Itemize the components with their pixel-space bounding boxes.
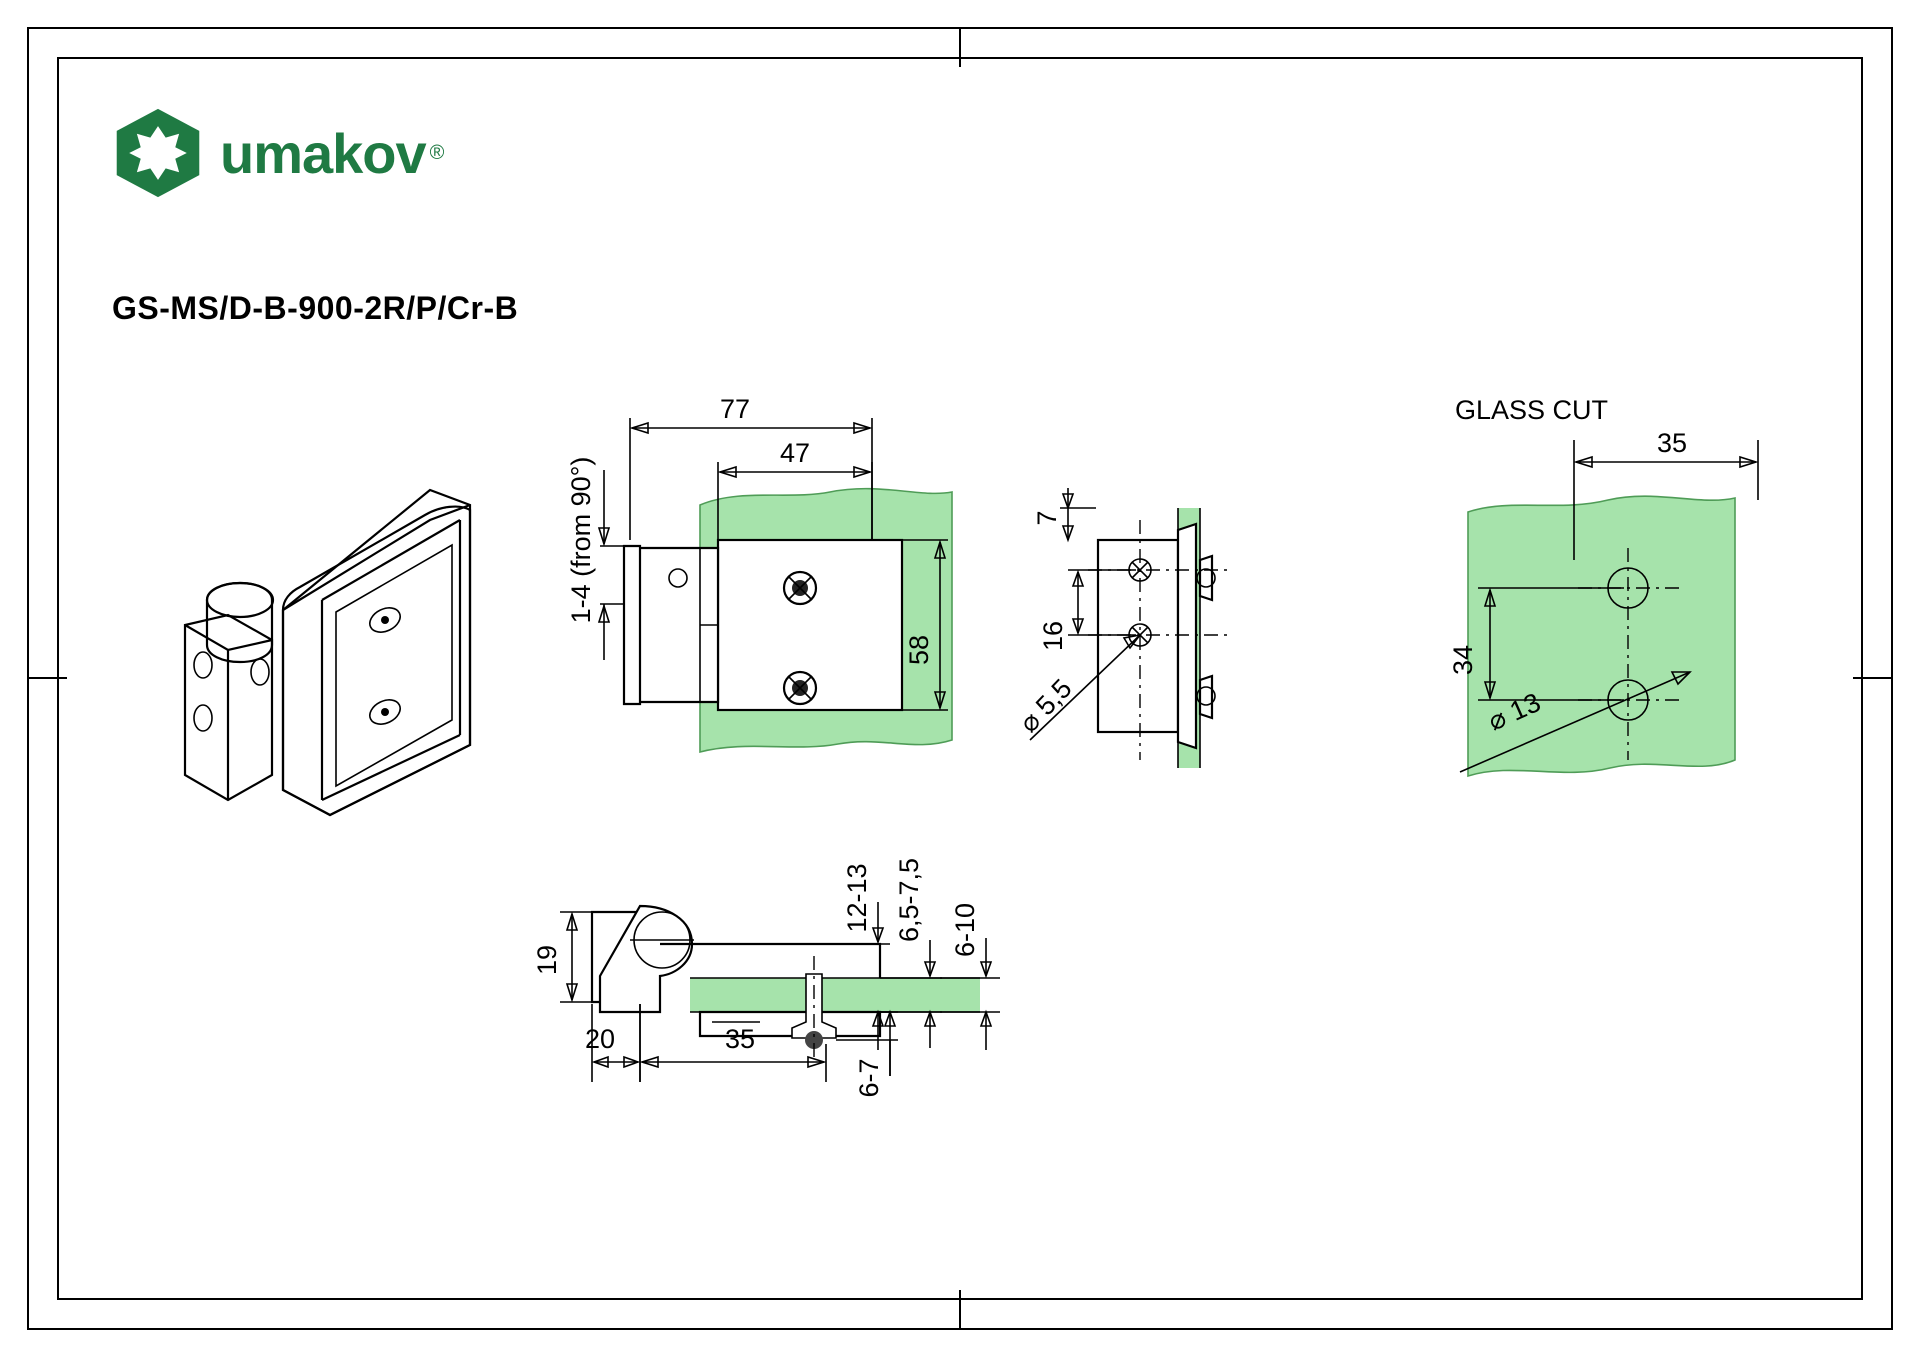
dim-top-screw: 6-7 [854, 1058, 884, 1098]
brand-registered-mark: ® [429, 141, 445, 164]
dim-glass-hole-diameter: ⌀ 13 [1483, 687, 1546, 737]
glass-cut-label: GLASS CUT [1455, 395, 1609, 425]
dim-front-height: 58 [904, 634, 934, 666]
dim-top-height: 19 [532, 944, 562, 976]
dim-front-width-total: 77 [719, 394, 751, 424]
dim-top-pad: 6,5-7,5 [894, 857, 924, 943]
dim-top-back-offset: 20 [584, 1024, 616, 1054]
dim-side-hole-diameter: ⌀ 5,5 [1013, 673, 1078, 739]
dim-side-hole-spacing: 16 [1038, 620, 1068, 652]
isometric-view [185, 490, 470, 815]
dim-front-width-inner: 47 [779, 438, 811, 468]
top-view [532, 858, 1000, 1098]
dim-side-top-offset: 7 [1032, 510, 1062, 526]
dim-front-angle: 1-4 (from 90°) [566, 456, 596, 624]
brand-name: umakov [220, 121, 426, 185]
dim-top-depth: 35 [724, 1024, 756, 1054]
dim-top-glass-thickness: 6-10 [950, 902, 980, 958]
dim-top-glass-gap: 12-13 [842, 863, 872, 933]
product-code-title: GS-MS/D-B-900-2R/P/Cr-B [112, 290, 519, 326]
front-view [566, 394, 952, 752]
side-view [1013, 488, 1230, 768]
dim-glass-edge-distance: 35 [1656, 428, 1688, 458]
dim-glass-hole-spacing: 34 [1448, 644, 1478, 676]
glass-cut-view [1448, 428, 1758, 776]
